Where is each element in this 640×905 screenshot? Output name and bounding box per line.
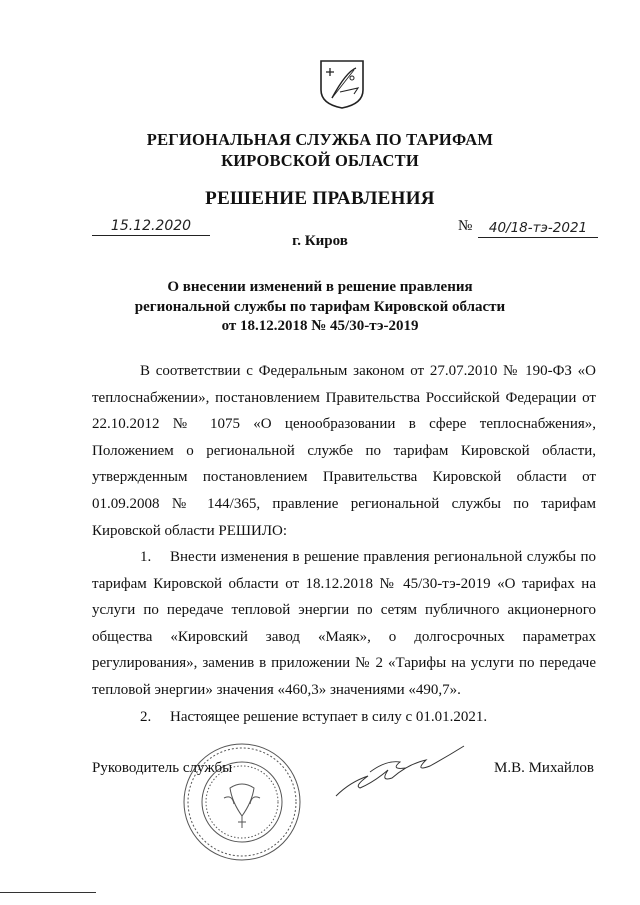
- city: г. Киров: [292, 233, 348, 249]
- handwritten-signature-icon: [330, 742, 470, 802]
- footer-divider: [0, 892, 96, 893]
- organization-region: КИРОВСКОЙ ОБЛАСТИ: [221, 151, 419, 170]
- signer-name: М.В. Михайлов: [494, 760, 595, 776]
- official-round-stamp-icon: [180, 740, 304, 864]
- item-text: Внести изменения в решение правления региональной службы по тарифам Кировской области от 18.12.2018 № 45/30-тэ-2019 «О тарифах на услуги по передаче тепловой энергии по сетям публичного акционерного общества «Кировский завод «Маяк», о долгосрочных параметрах регулирования», заменив в приложении № 2 «Тарифы на услуги по передаче тепловой энергии» значения «460,3» значениями «490,7».: [92, 549, 596, 698]
- item-number: 2.: [140, 709, 152, 725]
- subject-line-2: региональной службы по тарифам Кировской области: [134, 299, 506, 315]
- signer-role: Руководитель службы: [92, 760, 233, 776]
- organization-name: РЕГИОНАЛЬНАЯ СЛУЖБА ПО ТАРИФАМ: [146, 130, 494, 149]
- document-number: 40/18-тэ-2021: [478, 219, 598, 238]
- item-text: Настоящее решение вступает в силу с 01.01.2021.: [170, 709, 488, 725]
- subject-line-3: от 18.12.2018 № 45/30-тэ-2019: [221, 318, 419, 334]
- document-type: РЕШЕНИЕ ПРАВЛЕНИЯ: [205, 188, 435, 209]
- preamble-paragraph: В соответствии с Федеральным законом от 27.07.2010 № 190-ФЗ «О теплоснабжении», постановлением Правительства Российской Федерации от 22.10.2012 № 1075 «О ценообразовании в сфере теплоснабжения», Положением о региональной службе по тарифам Кировской области, утвержденным постановлением Правительства Кировской области от 01.09.2008 № 144/365, правление региональной службы по тарифам Кировской области РЕШИЛО:: [92, 363, 596, 539]
- kirov-coat-of-arms-icon: [318, 58, 366, 110]
- document-date: 15.12.2020: [92, 217, 210, 236]
- decision-item-1: [92, 544, 596, 704]
- number-label: №: [458, 218, 473, 234]
- subject-line-1: О внесении изменений в решение правления: [167, 279, 473, 295]
- decision-item-2: [92, 704, 596, 731]
- item-number: 1.: [140, 549, 152, 565]
